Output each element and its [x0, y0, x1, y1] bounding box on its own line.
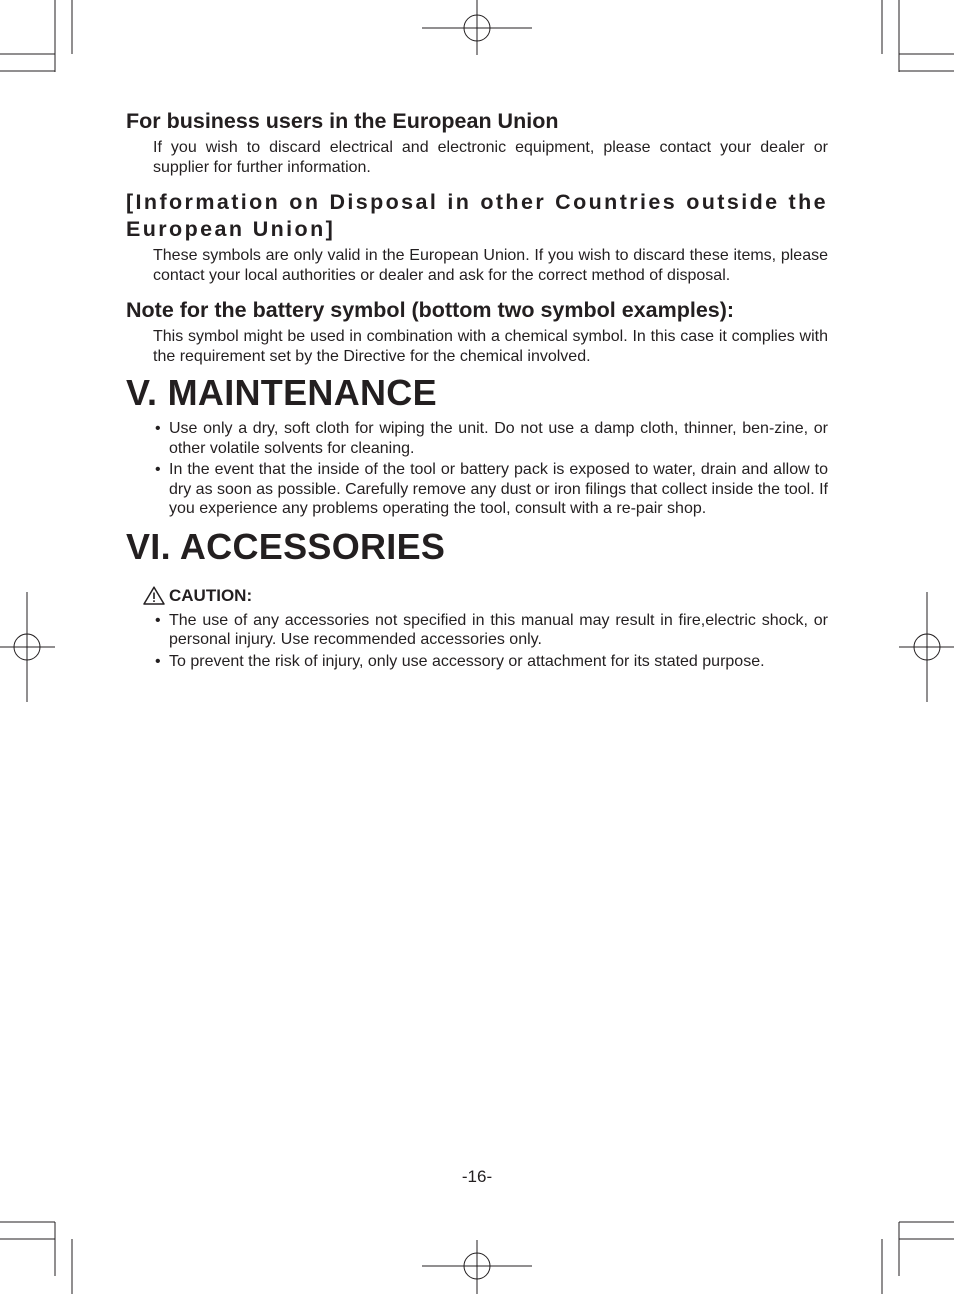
- maintenance-section: [126, 371, 828, 519]
- list-item: • To prevent the risk of injury, only use accessory or attachment for its stated purpose.: [155, 652, 828, 672]
- eu-business-body: If you wish to discard electrical and electronic equipment, please contact your dealer or supplier for further information.: [153, 139, 828, 176]
- list-item: • In the event that the inside of the tool or battery pack is exposed to water, drain and allow to dry as soon as possible. Carefully remove any dust or iron filings that collect inside the tool. If you experience any problems operating the tool, consult with a re-pair shop.: [155, 460, 828, 519]
- maintenance-title: V. MAINTENANCE: [126, 372, 437, 413]
- list-item: • Use only a dry, soft cloth for wiping the unit. Do not use a damp cloth, thinner, ben-zine, or other volatile solvents for cleaning.: [155, 419, 828, 458]
- caution-label: [143, 585, 828, 607]
- outside-eu-heading: [Information on Disposal in other Countries outside the European Union]: [126, 190, 828, 241]
- warning-triangle-icon: [143, 586, 165, 605]
- battery-note-heading: Note for the battery symbol (bottom two symbol examples):: [126, 298, 735, 322]
- accessories-section: [126, 525, 828, 672]
- caution-text: CAUTION:: [169, 585, 253, 605]
- maintenance-list: [126, 419, 828, 519]
- outside-eu-body: These symbols are only valid in the European Union. If you wish to discard these items, please contact your local authorities or dealer and ask for the correct method of disposal.: [153, 247, 828, 284]
- accessories-list: [126, 611, 828, 672]
- page-number: -16-: [461, 1167, 493, 1186]
- outside-eu-section: [126, 189, 828, 285]
- page-content: [126, 108, 828, 673]
- battery-note-body: This symbol might be used in combination with a chemical symbol. In this case it complies with the requirement set by the Directive for the chemical involved.: [153, 328, 828, 365]
- eu-business-heading: For business users in the European Union: [126, 109, 559, 133]
- list-item: • The use of any accessories not specified in this manual may result in fire,electric shock, or personal injury. Use recommended accessories only.: [155, 611, 828, 650]
- accessories-title: VI. ACCESSORIES: [126, 525, 446, 567]
- battery-note-section: [126, 297, 828, 366]
- eu-business-section: [126, 108, 828, 177]
